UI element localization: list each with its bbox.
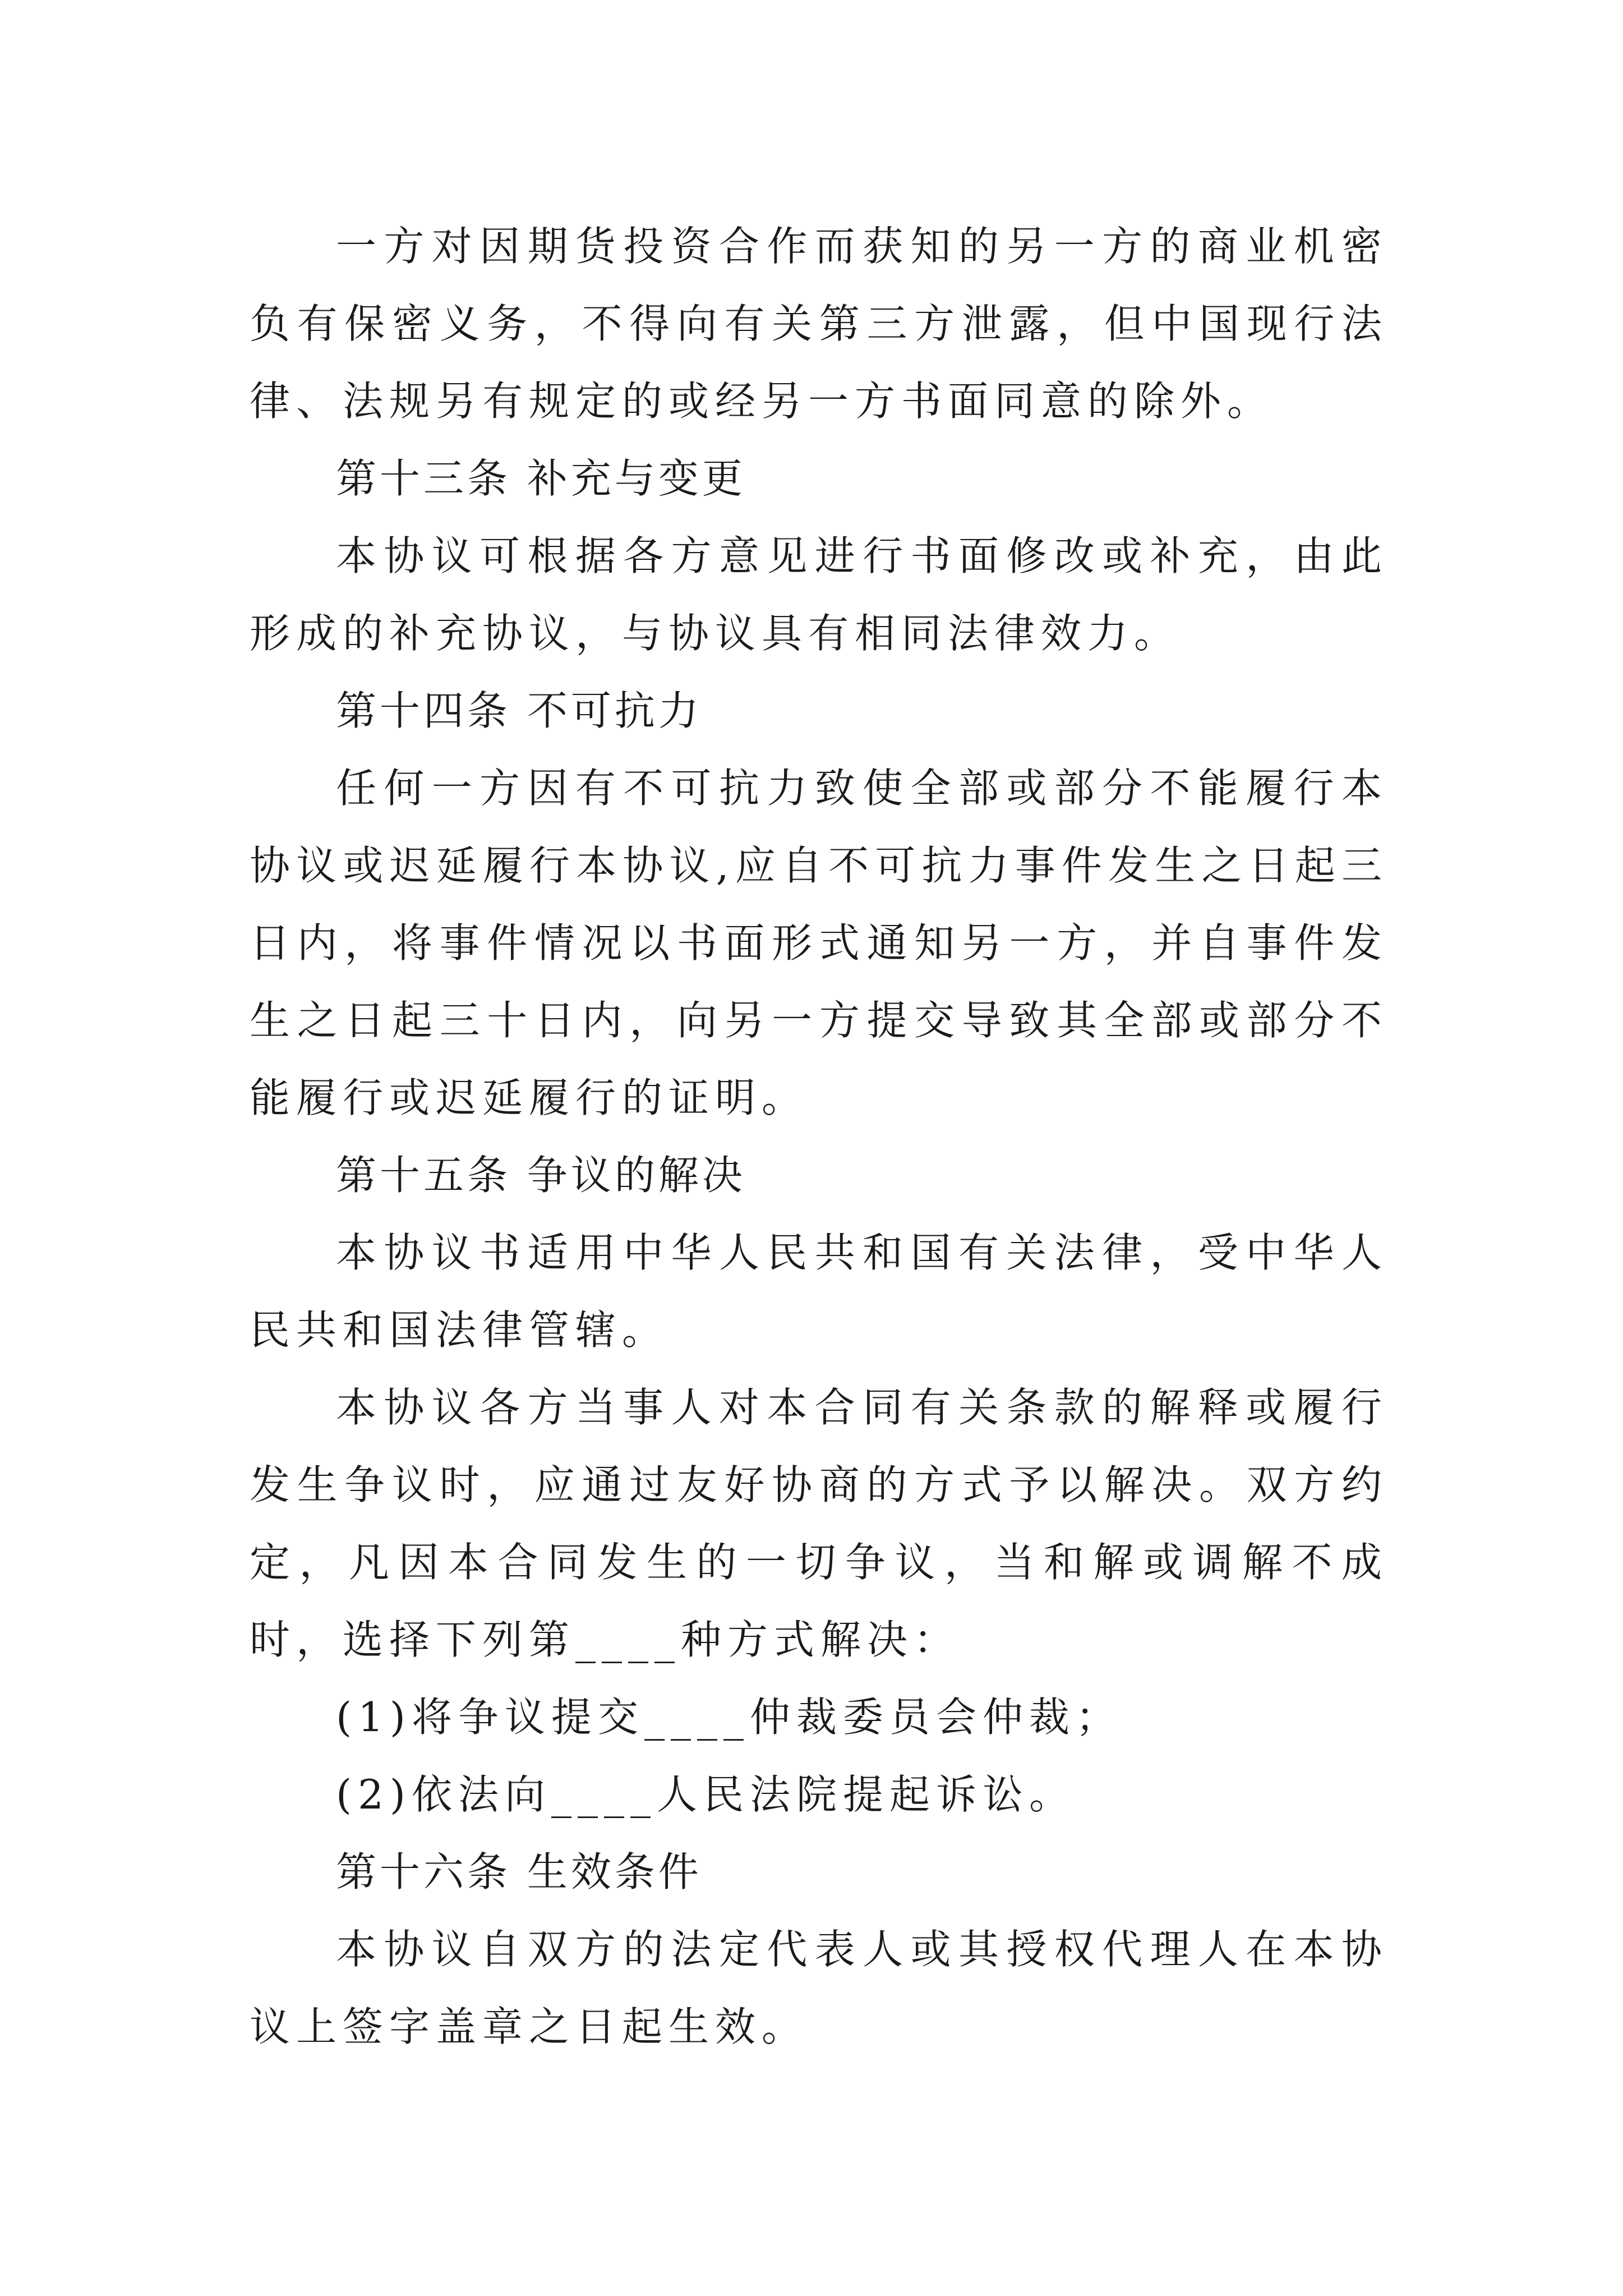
heading-article-13: 第十三条 补充与变更 xyxy=(336,455,746,502)
paragraph-dispute-resolution: 本协议各方当事人对本合同有关条款的解释或履行发生争议时，应通过友好协商的方式予以解决。双方约定，凡因本合同发生的一切争议，当和解或调解不成时，选择下列第____种方式解决： xyxy=(250,1384,1388,1663)
document-page xyxy=(250,208,1388,2065)
list-item-litigation: (2)依法向____人民法院提起诉讼。 xyxy=(336,1771,1076,1818)
paragraph-governing-law: 本协议书适用中华人民共和国有关法律，受中华人民共和国法律管辖。 xyxy=(250,1229,1388,1354)
heading-article-14: 第十四条 不可抗力 xyxy=(336,687,702,734)
list-item-arbitration: (1)将争议提交____仲裁委员会仲裁； xyxy=(336,1694,1122,1741)
paragraph-confidentiality: 一方对因期货投资合作而获知的另一方的商业机密负有保密义务，不得向有关第三方泄露，但中国现行法律、法规另有规定的或经另一方书面同意的除外。 xyxy=(250,223,1388,425)
paragraph-effectiveness: 本协议自双方的法定代表人或其授权代理人在本协议上签字盖章之日起生效。 xyxy=(250,1926,1388,2050)
heading-article-16: 第十六条 生效条件 xyxy=(336,1848,702,1895)
paragraph-amendment: 本协议可根据各方意见进行书面修改或补充，由此形成的补充协议，与协议具有相同法律效力。 xyxy=(250,532,1388,657)
paragraph-force-majeure: 任何一方因有不可抗力致使全部或部分不能履行本协议或迟延履行本协议,应自不可抗力事件发生之日起三日内，将事件情况以书面形式通知另一方，并自事件发生之日起三十日内，向另一方提交导致其全部或部分不能履行或迟延履行的证明。 xyxy=(250,765,1388,1121)
heading-article-15: 第十五条 争议的解决 xyxy=(336,1152,746,1199)
